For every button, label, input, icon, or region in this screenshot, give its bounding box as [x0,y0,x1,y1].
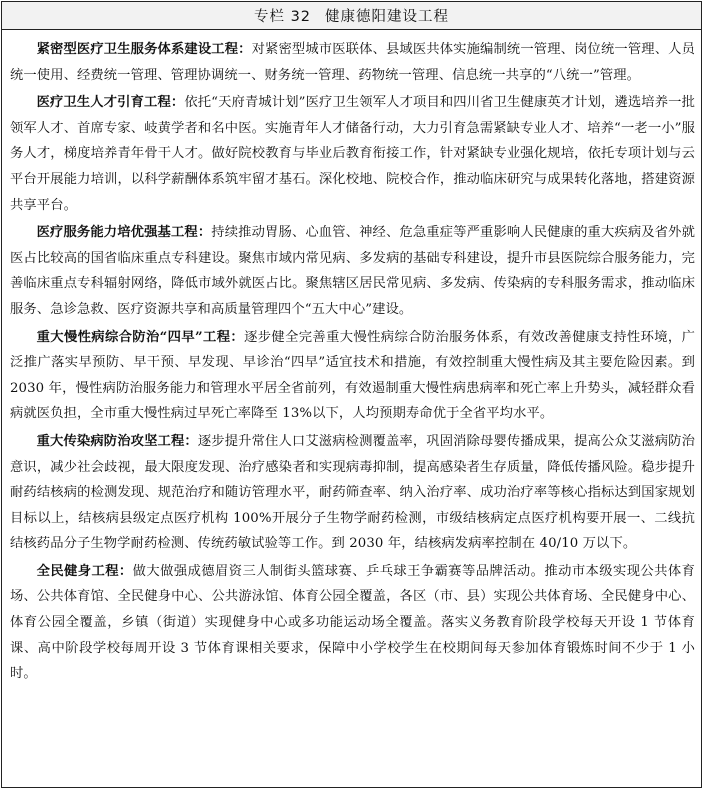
section-infectious-disease [10,429,695,557]
section-chronic-disease [10,325,695,427]
section-heading: 医疗服务能力培优强基工程： [36,225,212,241]
section-body: 依托“天府青城计划”医疗卫生领军人才项目和四川省卫生健康英才计划，遴选培养一批领军人才、首席专家、岐黄学者和名中医。实施青年人才储备行动，大力引育急需紧缺专业人才、培养“一老一小”服务人才，梯度培养青年骨干人才。做好院校教育与毕业后教育衔接工作，针对紧缺专业强化规培，依托专项计划与云平台开展能力培训，以科学薪酬体系筑牢留才基石。深化校地、院校合作，推动临床研究与成果转化落地，搭建资源共享平台。 [10,95,695,213]
section-body: 对紧密型城市医联体、县域医共体实施编制统一管理、岗位统一管理、人员统一使用、经费统一管理、管理协调统一、财务统一管理、药物统一管理、信息统一共享的“八统一”管理。 [10,42,695,83]
section-heading: 紧密型医疗卫生服务体系建设工程： [36,42,252,57]
section-heading: 医疗卫生人才引育工程： [36,95,185,111]
column-box [1,1,702,788]
column-content [2,30,701,687]
section-service-capacity [10,220,695,322]
section-heading: 全民健身工程： [36,563,133,579]
section-body: 逐步提升常住人口艾滋病检测覆盖率，巩固消除母婴传播成果，提高公众艾滋病防治意识，减少社会歧视，最大限度发现、治疗感染者和实现病毒抑制，提高感染者生存质量，降低传播风险。稳步提升耐药结核病的检测发现、规范治疗和随访管理水平，耐药筛查率、纳入治疗率、成功治疗率等核心指标达到国家规划目标以上，结核病县级定点医疗机构 100%开展分子生物学耐药检测，市级结核病定点医疗机构要开展一、二线抗结核药品分子生物学耐药检测、传统药敏试验等工作。到 2030 年，结核病发病率控制在 40/10 万以下。 [10,433,696,552]
section-fitness [10,559,695,687]
section-dense-medical-system [10,37,695,88]
column-title: 健康德阳建设工程 [325,9,450,25]
section-talent [10,90,695,218]
section-heading: 重大慢性病综合防治“四早”工程： [36,329,245,345]
section-body: 持续推动胃肠、心血管、神经、危急重症等严重影响人民健康的重大疾病及省外就医占比较高的国省临床重点专科建设。聚焦市域内常见病、多发病的基础专科建设，提升市县医院综合服务能力，完善临床重点专科辐射网络，降低市域外就医占比。聚焦辖区居民常见病、多发病、传染病的专科服务需求，推动临床服务、急诊急救、医疗资源共享和高质量管理四个“五大中心”建设。 [10,225,695,317]
section-heading: 重大传染病防治攻坚工程： [36,433,198,449]
column-number: 专栏 32 [253,9,312,25]
column-header [2,2,701,30]
section-body: 逐步健全完善重大慢性病综合防治服务体系，有效改善健康支持性环境，广泛推广落实早预防、早干预、早发现、早诊治“四早”适宜技术和措施，有效控制重大慢性病及其主要危险因素。到 2030 年，慢性病防治服务能力和管理水平居全省前列，有效遏制重大慢性病患病率和死亡率上升势头，减轻群众看病就医负担，全市重大慢性病过早死亡率降至 13%以下，人均预期寿命优于全省平均水平。 [10,329,695,422]
section-body: 做大做强成德眉资三人制街头篮球赛、乒乓球王争霸赛等品牌活动。推动市本级实现公共体育场、公共体育馆、全民健身中心、公共游泳馆、体育公园全覆盖，各区（市、县）实现公共体育场、全民健身中心、体育公园全覆盖，乡镇（街道）实现健身中心或多功能运动场全覆盖。落实义务教育阶段学校每天开设 1 节体育课、高中阶段学校每周开设 3 节体育课相关要求，保障中小学校学生在校期间每天参加体育锻炼时间不少于 1 小时。 [10,563,696,682]
